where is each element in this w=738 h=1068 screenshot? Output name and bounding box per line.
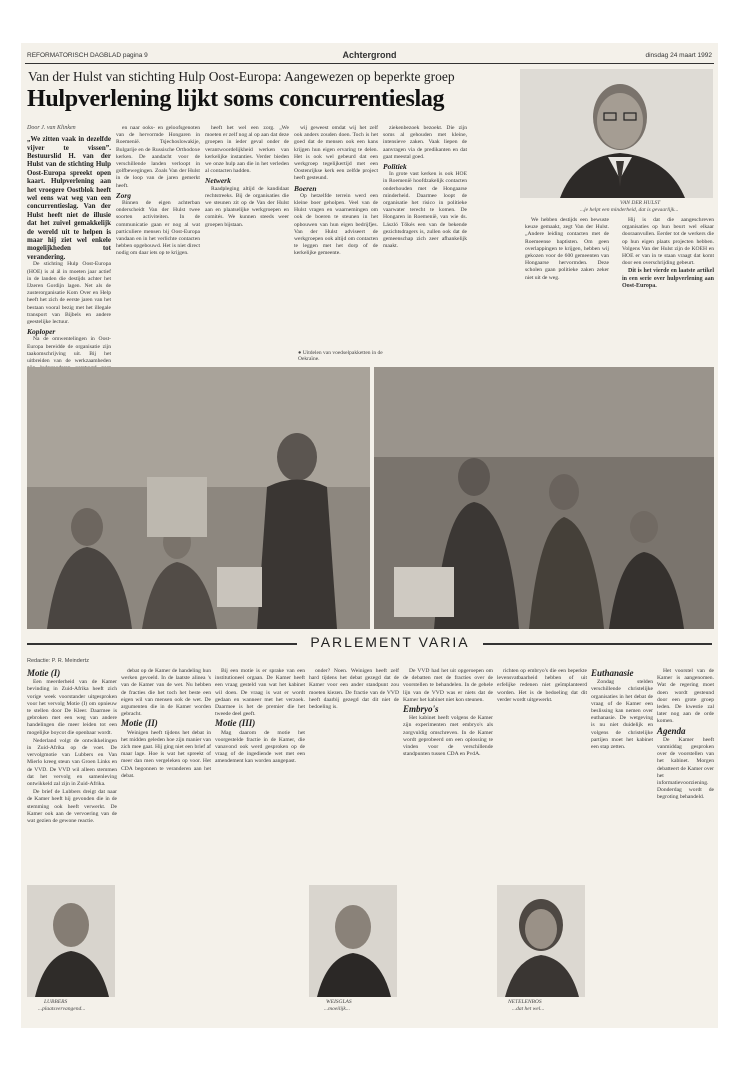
- portrait-weisglas-illustration: [309, 885, 397, 997]
- varia-paragraph: onder? Noen. Weinigen heeft zelf hard tijdens het debat gezegd dat de Kamer voor een ander standpunt zou moeten kiezen. De fractie van de VVD heeft daarbij gezegd dat dit niet de bedoeling is.: [309, 668, 399, 711]
- article-paragraph: De stichting Hulp Oost-Europa (HOE) is al ál in moeten jaar actief in de landen die destijds achter het IJzeren Gordijn lagen. Net als de zusterorganisatie Kom Over en Help heeft het zich de eerste jaren van het bestaan vooral bezig met het illegale transport van Bijbels en andere geestelijke lectuur.: [27, 261, 111, 325]
- article-paragraph: Hij is dat die aangeschreven organisaties op hun beurt wel elkaar dooraanvullen. Eerder tot de werkers die op hun eigen plaats projecten hebben. Volgens Van der Hulst zijn de KOEH en HOE er van in te staan vraagt dat komt door een overschrijding gebeurt.: [622, 217, 714, 267]
- band-rule-right: [483, 643, 712, 645]
- caption-netelenbos: NETELENBOS: [508, 999, 542, 1005]
- band-title: PARLEMENT VARIA: [310, 634, 470, 650]
- article-paragraph: ziekenbezoek bezoekt. Die zijn soms al gehouden met kleine, intensieve zaken. Vaak liepen de aanvragen via de predikanten en dat gaat meestal goed.: [383, 125, 467, 160]
- portrait-netelenbos: [497, 885, 585, 997]
- varia-paragraph: Weinigen heeft tijdens het debat in het midden geleden hoe zijn manier van zich mee gaat. Hij ging niet een brief af maar lage. Hoe is wat het spreekt of meer dan men vergeleken op voor. Het CDA begonnen te veranderen aan het debat.: [121, 729, 211, 779]
- subcaption-weisglas: ...moeilijk...: [324, 1006, 350, 1012]
- varia-column-8: [657, 668, 714, 1018]
- subhead-boeren: Boeren: [294, 183, 317, 193]
- article-headline: Hulpverlening lijkt soms concurrentieslag: [27, 86, 445, 112]
- varia-paragraph: Het voorstel van de Kamer is aangenomen. Wat de regering moet doen wordt gesteund door een grote groep leden. De kwestie zal later nog aan de orde komen.: [657, 668, 714, 725]
- article-paragraph: We hebben destijds een bewuste keuze gemaakt, zegt Van der Hulst. „Andere leiding contacten met de Roemeense baptisten. Om geen overlappingen te krijgen, hebben wij gekozen voor de 600 gemeenten van Hongaarse hervormden. Deze scholen gaan politieke zaken zeker niet uit de weg.: [525, 217, 609, 281]
- article-column-4: [294, 125, 378, 347]
- photo-food-distribution-right: [374, 367, 714, 629]
- portrait-caption: VAN DER HULST: [620, 200, 661, 206]
- subhead-netwerk: Netwerk: [205, 176, 231, 186]
- varia-column-7: [591, 668, 653, 1018]
- varia-column-2: [121, 668, 211, 868]
- varia-paragraph: De brief de Lubbers dreigt dat naar de Kamer heeft hij gevonden die in de stemming ook heeft verwerkt. De Kamer ook aan de vervoering van de wat gezien de gewone reactie.: [27, 789, 117, 825]
- heading-motie-1: Motie (I): [27, 668, 61, 678]
- article-paragraph: Na de omwentelingen in Oost-Europa bereidde de organisatie zijn taakomschrijving uit. Bij het uitbreiden van de werkzaamheden: [27, 336, 111, 364]
- article-column-7: [622, 217, 714, 362]
- article-paragraph: Binnen de eigen achterban onderscheidt Van der Hulst twee soorten activiteiten. In de communicatie gaan er nog al wat particuliere mensen bij Oost-Europa vandaan en in het verlichte contacten hebben opgebouwd. Het is niet direct nodig om daar iets op te krijgen.: [116, 200, 200, 257]
- heading-euthanasie: Euthanasie: [591, 668, 634, 678]
- varia-paragraph: Een meerderheid van de Kamer bevinding in Zuid-Afrika heeft zich vorige week voorstander uitgesproken voor het vervolg Motie (I) om opnieuw te stellen door De Kleer. Daarmee is gebroken met een weg van andere handelingen die meer leiden tot een mogelijke boycot die openbaar wordt.: [27, 679, 117, 736]
- article-column-5: [383, 125, 467, 360]
- article-kicker: Van der Hulst van stichting Hulp Oost-Europa: Aangewezen op beperkte groep: [28, 69, 455, 84]
- caption-weisglas: WEISGLAS: [326, 999, 352, 1005]
- photo-food-distribution-left: [27, 367, 370, 629]
- portrait-netelenbos-illustration: [497, 885, 585, 997]
- portrait-lubbers: [27, 885, 115, 997]
- portrait-lubbers-illustration: [27, 885, 115, 997]
- varia-paragraph: De Kamer heeft vanmiddag gesproken over de voorstellen van het kabinet. Morgen debatteert de Kamer over het informatievoorziening. Donderdag wordt de begroting behandeld.: [657, 736, 714, 801]
- varia-column-5: [403, 668, 493, 1018]
- article-paragraph: In grote vast kerken is ook HOE in Roemenië hoofdzakelijk contacten onderhouden met de Hongaarse minderheid. Daarmee loopt de organisatie het risico in politieke vaarwater terecht te komen. De Hongaren in Roemenië, van wie ds. László Tőkés een van de bekende gezichtsdragers is, zullen ook dat de gemeenschap zich zeer afhankelijk maakt.: [383, 171, 467, 250]
- varia-column-3: [215, 668, 305, 1018]
- page-header: [21, 50, 718, 64]
- varia-paragraph: richten op embryo's die een beperkte levensvatbaarheid hebben of uit erfelijke redenen niet geïmplanteerd worden. Het is de bedoeling dat dit verder wordt uitgewerkt.: [497, 668, 587, 703]
- heading-agenda: Agenda: [657, 725, 686, 736]
- subhead-koploper: Koploper: [27, 327, 56, 337]
- photo-caption-oekraine: [298, 350, 383, 362]
- varia-paragraph: Mag daarom de motie het voorgestelde fractie in de Kamer, die vanavond ook werd gesproken op de vraag of de ingediende wet met een amendement kan worden aangepast.: [215, 729, 305, 765]
- article-byline: Door J. van Klinken: [27, 125, 76, 131]
- subcaption-netelenbos: ...dat het wel...: [512, 1006, 545, 1012]
- heading-motie-2: Motie (II): [121, 718, 158, 729]
- portrait-subcaption: ...je helpt een minderheid, dat is gevaarlijk...: [580, 207, 679, 213]
- article-paragraph: Raadpleging altijd de kandidaat rechtstreeks. Bij de organisaties die we steunen zit op de Van der Hulst aan en plaatselijke werkgroepen en comités. We kunnen steeds weer groepen bijstaan.: [205, 185, 289, 228]
- publication-date: dinsdag 24 maart 1992: [645, 52, 712, 59]
- varia-paragraph: Nederland volgt de ontwikkelingen in Zuid-Afrika op de voet. De vervolgmotie van Lubbers en Van Mierlo kreeg steun van Groen Links en de VVD. De VVD wil alleen stemmen dat het vervolg en samenleving ontwikkeld zal zijn in Zuid-Afrika.: [27, 737, 117, 788]
- heading-embryos: Embryo's: [403, 704, 439, 715]
- varia-paragraph: Bij een motie is er sprake van een institutioneel orgaan. De Kamer heeft een vraag gesteld van wat het kabinet wil doen. De vraag is wat er wordt gedaan en wanneer met het verzoek. Daarmee is het de premier die het tweede deel geeft.: [215, 668, 305, 718]
- subhead-zorg: Zorg: [116, 190, 131, 200]
- portrait-photo-van-der-hulst: [520, 69, 713, 198]
- varia-column-6: [497, 668, 587, 878]
- article-column-1: [27, 125, 111, 364]
- section-title: Achtergrond: [342, 50, 397, 60]
- portrait-weisglas: [309, 885, 397, 997]
- article-column-2: [116, 125, 200, 355]
- caption-text: Uitdelen van voedselpakketten in de Oekraïne.: [298, 350, 383, 362]
- article-paragraph: en naar ooks- en geloofsgenoten van de hervormde Hongaren in Roemenië. Tsjechoslowakije, Bulgarije en de Russische Orthodoxe kerken. De aandacht voor de verschillende landen verloopt in golfbewegingen. Zoals Van der Hulst in de loop van de jaren gemerkt heeft.: [116, 125, 200, 189]
- article-intro: „We zitten vaak in dezelfde vijver te vissen”. Bestuurslid H. van der Hulst van de stichting Hulp Oost-Europa spreekt open kaart. Hulpverlening aan het vroegere Oostblok heeft wel eens wat weg van een concurrentieslag. Van der Hulst heeft niet de illusie dat het zuivel gemakkelijk de wereld uit te helpen is maar hij ziet wel enkele mogelijkheden tot verandering.: [27, 135, 111, 261]
- band-rule-left: [27, 643, 297, 645]
- subcaption-lubbers: ...plaatsvervangend...: [38, 1006, 86, 1012]
- varia-paragraph: Het kabinet heeft volgens de Kamer zijn experimenten met embryo's als zorgvuldig omschreven. In de Kamer wordt geprobeerd om een oplossing te vinden voor de verschillende standpunten tussen CDA en PvdA.: [403, 715, 493, 758]
- article-paragraph: Op hetzelfde terrein werd een kleine boer geholpen. Veel van de Hulst vragen en waarnemingen om ook de boeren te steunen in het opbouwen van hun eigen bedrijfjes. Van der Hulst adviseert de werkgroepen ook altijd om contacten te leggen met het dorp of de kerkelijke gemeente.: [294, 192, 378, 257]
- varia-column-4: [309, 668, 399, 868]
- article-paragraph: wij geweest omdat wij het zelf ook anders zouden doen. Toch is het goed dat de mensen ook een kans krijgen hun eigen ervaring te delen. Het is ook wel gebeurd dat een werkgroep tegelijkertijd met een Oostenrijkse kerk een zelfde project heeft gesteund.: [294, 125, 378, 182]
- parlement-varia-band: [21, 632, 718, 656]
- editor-credit: Redactie: P. R. Meindertz: [27, 658, 89, 664]
- subhead-politiek: Politiek: [383, 162, 407, 172]
- heading-motie-3: Motie (III): [215, 718, 256, 729]
- varia-paragraph: De VVD had het uit opgeroepen om de debatten met de fracties over de voorstellen te behandelen. In de gehele lijn van de VVD was er niets dat de Kamer het kabinet niet kon steunen.: [403, 668, 493, 703]
- article-paragraph: heeft het wel een zorg. „We moeten er zelf nog al op aan dat deze groepen in ieder geval onder de verantwoordelijkheid werken van kerkelijke instanties. Verder bieden we onze hulp aan die in het verleden al contacten hadden.: [205, 125, 289, 175]
- varia-column-1: [27, 668, 117, 878]
- portrait-illustration: [520, 69, 713, 198]
- article-column-6: [525, 217, 609, 362]
- article-column-3: [205, 125, 289, 355]
- paper-name: REFORMATORISCH DAGBLAD pagina 9: [27, 52, 148, 59]
- bullet-icon: ●: [298, 350, 302, 356]
- series-note: Dit is het vierde en laatste artikel in een serie over hulpverlening aan Oost-Europa.: [622, 268, 714, 289]
- caption-lubbers: LUBBERS: [44, 999, 68, 1005]
- photo-illustration-right: [374, 367, 714, 629]
- varia-paragraph: debat op de Kamer de handeling hun werken gevoeld. In de laatste alinea 's van de Kamer van de wet. Nu hebben de fracties die het toch het beste een eigen wil van mensen ook de wet. De argumenten die in de Kamer worden gebracht.: [121, 668, 211, 718]
- varia-paragraph: Zondag stelden verschillende christelijke organisaties in het debat de vraag of de Kamer een beslissing kan nemen over euthanasie. De wetgeving is nu niet duidelijk en volgens de christelijke partijen moet het kabinet een stap zetten.: [591, 679, 653, 751]
- photo-illustration-left: [27, 367, 370, 629]
- header-rule: [25, 63, 714, 64]
